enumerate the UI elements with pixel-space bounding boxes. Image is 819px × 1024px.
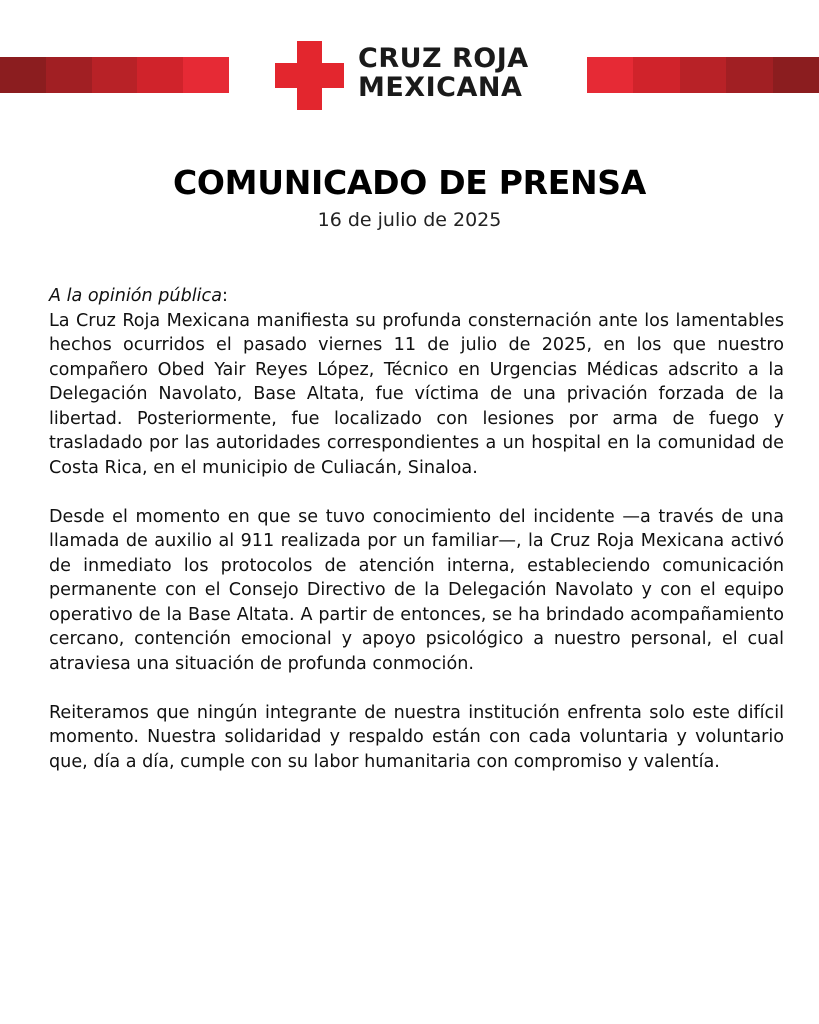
- right-stripe-band: [587, 57, 819, 93]
- paragraph-2: Desde el momento en que se tuvo conocimiento del incidente —a través de una llamada de auxilio al 911 realizada por un familiar—, la Cruz Roja Mexicana activó de inmediato los protocolos de atención interna, estableciendo comunicación permanente con el Consejo Directivo de la Delegación Navolato y con el equipo operativo de la Base Altata. A partir de entonces, se ha brindado acompañamiento cercano, contención emocional y apoyo psicológico a nuestro personal, el cual atraviesa una situación de profunda conmoción.: [49, 506, 784, 674]
- paragraph-1: La Cruz Roja Mexicana manifiesta su profunda consternación ante los lamentables hechos ocurridos el pasado viernes 11 de julio de 2025, en los que nuestro compañero Obed Yair Reyes López, Técnico en Urgencias Médicas adscrito a la Delegación Navolato, Base Altata, fue víctima de una privación forzada de la libertad. Posteriormente, fue localizado con lesiones por arma de fuego y trasladado por las autoridades correspondientes a un hospital en la comunidad de Costa Rica, en el municipio de Culiacán, Sinaloa.: [49, 310, 784, 478]
- red-cross-icon: [275, 41, 344, 110]
- stripe-segment: [680, 57, 726, 93]
- stripe-segment: [633, 57, 679, 93]
- brand-logotype: [358, 44, 529, 102]
- stripe-segment: [773, 57, 819, 93]
- stripe-segment: [46, 57, 92, 93]
- left-stripe-band: [0, 57, 229, 93]
- brand-line-1: CRUZ ROJA: [358, 43, 529, 74]
- paragraph-3: Reiteramos que ningún integrante de nuestra institución enfrenta solo este difícil momento. Nuestra solidaridad y respaldo están con cada voluntaria y voluntario que, día a día, cumple con su labor humanitaria con compromiso y valentía.: [49, 702, 784, 772]
- press-release-body: [49, 284, 784, 774]
- brand-line-2: MEXICANA: [358, 72, 523, 103]
- salutation: [49, 284, 784, 309]
- stripe-segment: [0, 57, 46, 93]
- salutation-colon: :: [221, 286, 228, 306]
- stripe-segment: [183, 57, 229, 93]
- release-date: 16 de julio de 2025: [317, 209, 502, 231]
- stripe-segment: [726, 57, 772, 93]
- page-title: COMUNICADO DE PRENSA: [173, 163, 646, 202]
- stripe-segment: [587, 57, 633, 93]
- stripe-segment: [137, 57, 183, 93]
- cross-horizontal-bar: [275, 63, 344, 88]
- salutation-text: A la opinión pública: [49, 286, 222, 306]
- stripe-segment: [92, 57, 138, 93]
- letterhead: [0, 0, 819, 120]
